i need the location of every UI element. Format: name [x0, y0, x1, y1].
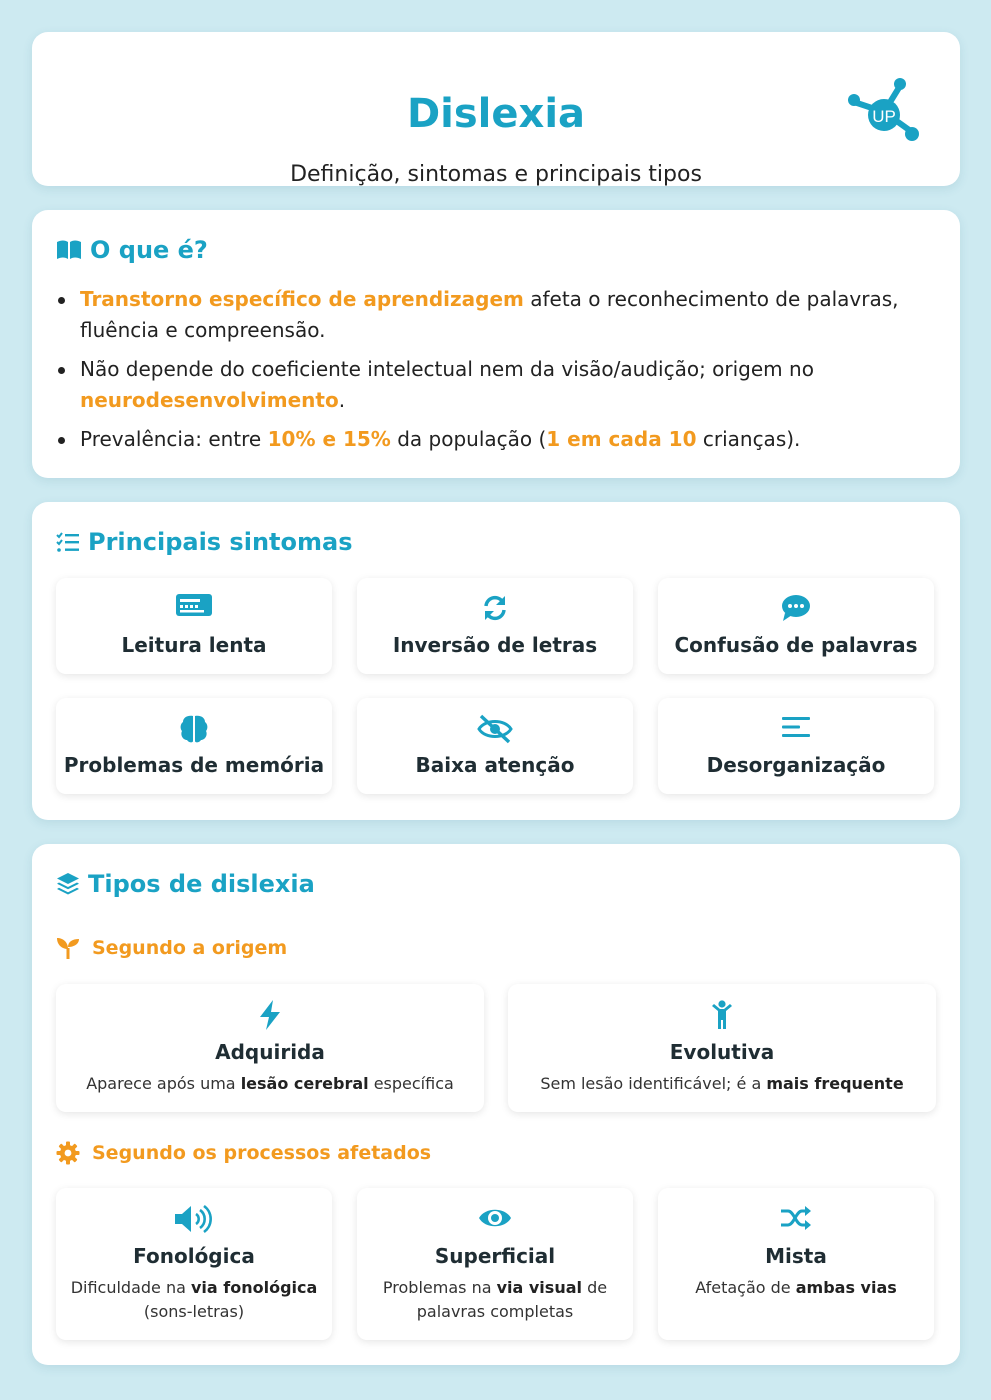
origin-subtitle-text: Segundo a origem — [92, 937, 288, 959]
definition-title-text: O que é? — [90, 236, 208, 264]
type-description: Afetação de ambas vias — [695, 1278, 897, 1297]
list-item: Prevalência: entre 10% e 15% da população (1 em cada 10 crianças). — [80, 424, 910, 455]
symptom-tile-atencao — [357, 698, 633, 794]
gear-icon — [56, 1141, 80, 1165]
logo-text: UP — [872, 107, 896, 126]
seedling-icon — [56, 936, 80, 960]
book-open-icon — [56, 239, 82, 261]
chat-icon — [781, 594, 811, 622]
type-label: Mista — [765, 1244, 827, 1268]
type-description: Dificuldade na via fonológica (sons-letras) — [70, 1278, 318, 1321]
type-label: Fonológica — [133, 1244, 255, 1268]
origin-subtitle — [56, 936, 287, 960]
type-tile-fonologica — [56, 1188, 332, 1340]
definition-title — [56, 236, 208, 264]
symptom-label: Desorganização — [706, 753, 886, 777]
bolt-icon — [258, 1000, 282, 1030]
type-description: Sem lesão identificável; é a mais frequente — [540, 1074, 904, 1093]
page-title: Dislexia — [406, 91, 586, 137]
symptom-tile-memoria — [56, 698, 332, 794]
definition-list — [80, 284, 910, 463]
list-item: Não depende do coeficiente intelectual nem da visão/audição; origem no neurodesenvolvimento. — [80, 354, 910, 416]
symptom-label: Leitura lenta — [121, 633, 267, 657]
symptom-label: Confusão de palavras — [674, 633, 918, 657]
child-icon — [710, 1000, 734, 1030]
symptom-tile-confusao — [658, 578, 934, 674]
types-title — [56, 870, 315, 898]
symptom-label: Baixa atenção — [415, 753, 575, 777]
type-tile-superficial — [357, 1188, 633, 1340]
eye-slash-icon — [477, 714, 513, 744]
types-card — [32, 844, 960, 1365]
shuffle-icon — [780, 1204, 812, 1232]
symptom-tile-leitura-lenta — [56, 578, 332, 674]
type-tile-adquirida — [56, 984, 484, 1112]
process-subtitle — [56, 1141, 431, 1165]
symptom-tile-inversao — [357, 578, 633, 674]
symptom-tile-desorganizacao — [658, 698, 934, 794]
list-check-icon — [56, 531, 80, 553]
types-title-text: Tipos de dislexia — [88, 870, 315, 898]
symptoms-card — [32, 502, 960, 820]
symptoms-title — [56, 528, 352, 556]
symptoms-title-text: Principais sintomas — [88, 528, 353, 556]
page-subtitle: Definição, sintomas e principais tipos — [290, 162, 702, 187]
header-card — [32, 32, 960, 186]
type-description: Aparece após uma lesão cerebral específica — [86, 1074, 454, 1093]
volume-icon — [174, 1204, 214, 1234]
definition-card — [32, 210, 960, 478]
process-subtitle-text: Segundo os processos afetados — [92, 1142, 432, 1164]
sync-icon — [481, 594, 509, 622]
type-tile-evolutiva — [508, 984, 936, 1112]
type-description: Problemas na via visual de palavras completas — [382, 1278, 608, 1321]
brain-icon — [179, 714, 209, 744]
keyboard-icon — [176, 594, 212, 616]
eye-icon — [477, 1204, 513, 1232]
list-item: Transtorno específico de aprendizagem afeta o reconhecimento de palavras, fluência e compreensão. — [80, 284, 910, 346]
layers-icon — [56, 872, 80, 896]
type-label: Adquirida — [215, 1040, 325, 1064]
align-icon — [781, 714, 811, 740]
up-logo-icon — [848, 72, 920, 144]
symptom-label: Inversão de letras — [392, 633, 598, 657]
type-tile-mista — [658, 1188, 934, 1340]
type-label: Superficial — [434, 1244, 556, 1268]
symptom-label: Problemas de memória — [63, 753, 325, 777]
type-label: Evolutiva — [669, 1040, 775, 1064]
